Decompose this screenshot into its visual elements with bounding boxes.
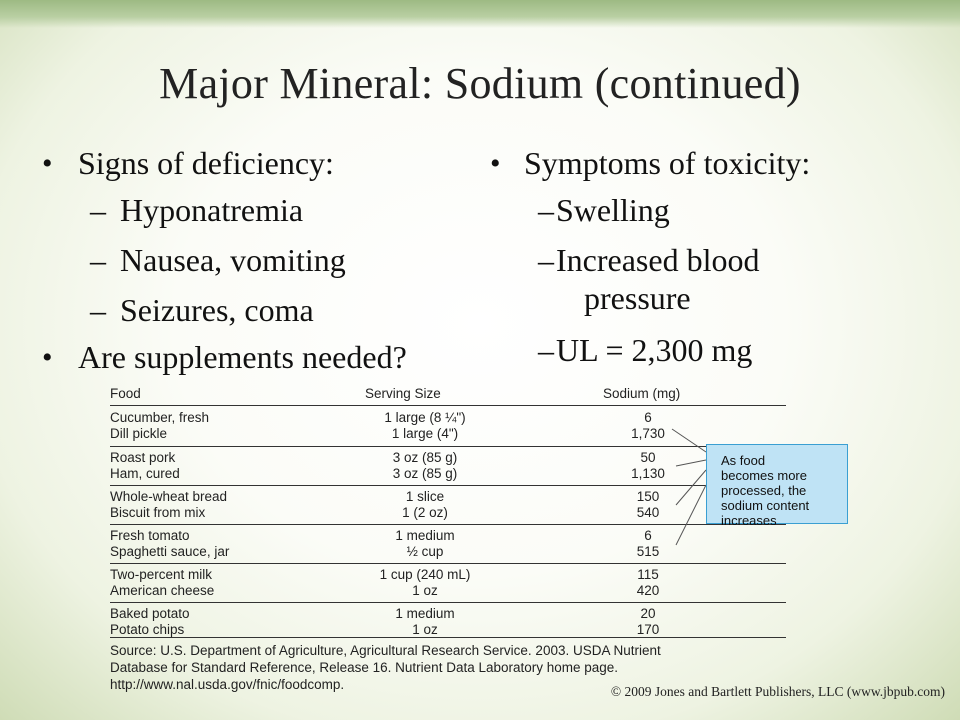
food-cell: Dill pickle: [110, 426, 168, 441]
toxicity-heading: Symptoms of toxicity:: [524, 145, 811, 181]
sodium-cell: 150: [636, 489, 660, 504]
deficiency-item: Hyponatremia: [120, 192, 304, 228]
toxicity-item: Increased blood: [556, 242, 760, 278]
food-cell: Ham, cured: [110, 466, 180, 481]
sodium-cell: 50: [640, 450, 656, 465]
supplements-question: Are supplements needed?: [78, 339, 407, 375]
bullet: •: [42, 341, 53, 374]
source-line: http://www.nal.usda.gov/fnic/foodcomp.: [110, 677, 345, 692]
dash: –: [90, 192, 106, 228]
callout-line: sodium content: [721, 498, 810, 513]
source-line: Database for Standard Reference, Release 16. Nutrient Data Laboratory home page.: [110, 660, 619, 675]
slide-title: Major Mineral: Sodium (continued): [159, 59, 801, 108]
source-line: Source: U.S. Department of Agriculture, Agricultural Research Service. 2003. USDA Nutrient: [110, 643, 661, 658]
toxicity-item-continuation: pressure: [584, 280, 691, 316]
serving-cell: 1 oz: [412, 622, 438, 637]
food-cell: Fresh tomato: [110, 528, 190, 543]
serving-cell: 1 medium: [395, 606, 455, 621]
callout-line: processed, the: [721, 483, 807, 498]
toxicity-item: UL = 2,300 mg: [556, 332, 753, 368]
bullet: •: [42, 147, 53, 180]
deficiency-item: Nausea, vomiting: [120, 242, 346, 278]
food-cell: Cucumber, fresh: [110, 410, 210, 425]
copyright-notice: © 2009 Jones and Bartlett Publishers, LLC (www.jbpub.com): [610, 684, 945, 699]
food-cell: Whole-wheat bread: [110, 489, 228, 504]
deficiency-heading: Signs of deficiency:: [78, 145, 334, 181]
toxicity-item: Swelling: [556, 192, 670, 228]
sodium-cell: 540: [636, 505, 660, 520]
sodium-cell: 6: [644, 528, 652, 543]
serving-cell: 1 (2 oz): [402, 505, 448, 520]
dash: –: [538, 242, 554, 278]
food-cell: Baked potato: [110, 606, 190, 621]
serving-cell: 1 oz: [412, 583, 438, 598]
sodium-cell: 1,130: [631, 466, 665, 481]
sodium-cell: 515: [636, 544, 660, 559]
serving-cell: ½ cup: [406, 544, 444, 559]
table-header-sodium: Sodium (mg): [603, 386, 681, 401]
table-header-serving: Serving Size: [365, 386, 441, 401]
dash: –: [90, 242, 106, 278]
food-cell: Potato chips: [110, 622, 185, 637]
callout-line: As food: [721, 453, 766, 468]
sodium-cell: 6: [644, 410, 652, 425]
sodium-cell: 20: [640, 606, 656, 621]
deficiency-item: Seizures, coma: [120, 292, 314, 328]
serving-cell: 1 large (8 ¼"): [384, 410, 466, 425]
dash: –: [538, 332, 554, 368]
food-cell: Two-percent milk: [110, 567, 213, 582]
serving-cell: 1 medium: [395, 528, 455, 543]
food-cell: Spaghetti sauce, jar: [110, 544, 230, 559]
serving-cell: 3 oz (85 g): [392, 466, 458, 481]
bullet: •: [490, 147, 501, 180]
processed-food-callout: [706, 444, 848, 528]
serving-cell: 1 cup (240 mL): [379, 567, 471, 582]
dash: –: [538, 192, 554, 228]
food-cell: Biscuit from mix: [110, 505, 206, 520]
serving-cell: 1 large (4"): [391, 426, 459, 441]
sodium-cell: 1,730: [631, 426, 665, 441]
serving-cell: 3 oz (85 g): [392, 450, 458, 465]
callout-line: increases: [721, 513, 777, 528]
callout-line: becomes more: [721, 468, 807, 483]
serving-cell: 1 slice: [405, 489, 445, 504]
food-cell: Roast pork: [110, 450, 176, 465]
dash: –: [90, 292, 106, 328]
sodium-cell: 170: [636, 622, 660, 637]
sodium-cell: 115: [637, 567, 659, 582]
sodium-cell: 420: [636, 583, 660, 598]
food-cell: American cheese: [110, 583, 215, 598]
table-header-food: Food: [110, 386, 141, 401]
